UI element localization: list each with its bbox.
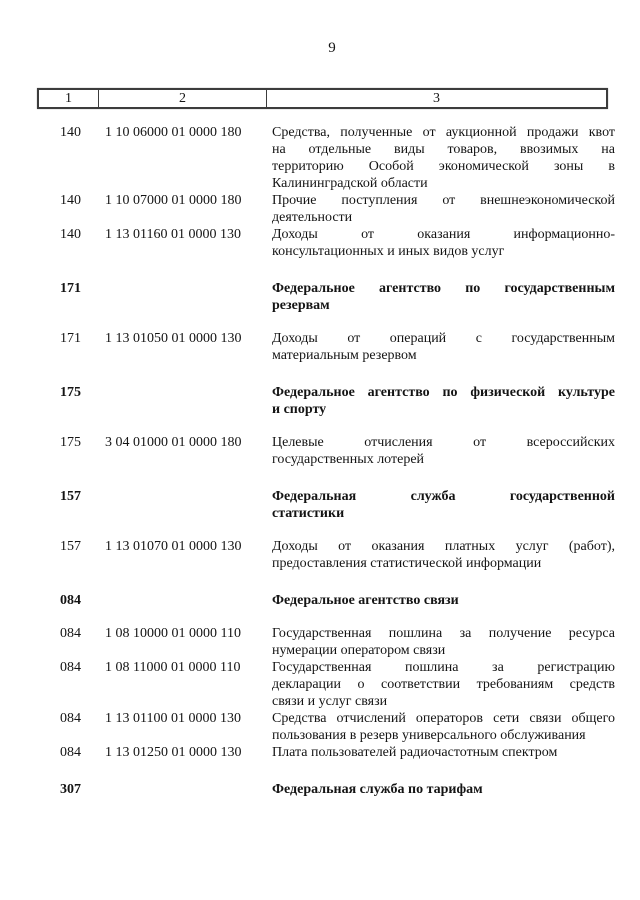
table-row <box>37 434 615 468</box>
row-description <box>272 434 615 468</box>
table-row <box>37 538 615 572</box>
description-line: Федеральная служба по тарифам <box>272 782 483 797</box>
description-line: территорию Особой экономической зоны в <box>272 159 615 174</box>
description-line: Федеральное агентство по физической культуре <box>272 385 615 400</box>
row-agency-code: 084 <box>60 593 81 608</box>
row-description <box>272 192 615 226</box>
row-agency-code: 084 <box>60 660 81 675</box>
table-row <box>37 192 615 226</box>
row-agency-code: 175 <box>60 385 81 400</box>
row-kbk-code: 1 10 06000 01 0000 180 <box>105 125 242 140</box>
row-kbk-code <box>105 384 272 418</box>
table-body <box>37 124 615 814</box>
row-agency-code: 175 <box>60 435 81 450</box>
description-line: связи и услуг связи <box>272 694 388 709</box>
section-header-row <box>37 384 615 418</box>
table-header-cell-1: 1 <box>39 90 99 107</box>
row-kbk-code: 1 10 07000 01 0000 180 <box>105 193 242 208</box>
row-kbk-code: 1 13 01050 01 0000 130 <box>105 331 242 346</box>
row-description <box>272 124 615 192</box>
description-line: пользования в резерв универсального обслуживания <box>272 728 586 743</box>
description-line: Целевые отчисления от всероссийских <box>272 435 615 450</box>
description-line: Федеральная служба государственной <box>272 489 615 504</box>
description-line: Государственная пошлина за регистрацию <box>272 660 615 675</box>
table-header <box>37 88 608 109</box>
row-description <box>272 744 615 761</box>
row-kbk-code: 1 13 01160 01 0000 130 <box>105 227 241 242</box>
row-agency-code: 140 <box>60 193 81 208</box>
row-description <box>272 226 615 260</box>
description-line: Средства отчислений операторов сети связи общего <box>272 711 615 726</box>
description-line: Федеральное агентство по государственным <box>272 281 615 296</box>
table-header-cell-2: 2 <box>99 90 267 107</box>
description-line: Государственная пошлина за получение ресурса <box>272 626 615 641</box>
row-description <box>272 781 615 798</box>
row-agency-code: 084 <box>60 626 81 641</box>
description-line: консультационных и иных видов услуг <box>272 244 505 259</box>
row-description <box>272 592 615 609</box>
page-number: 9 <box>328 40 336 56</box>
row-agency-code: 157 <box>60 489 81 504</box>
description-line: Средства, полученные от аукционной продажи квот <box>272 125 615 140</box>
row-description <box>272 384 615 418</box>
description-line: Доходы от оказания платных услуг (работ), <box>272 539 615 554</box>
table-row <box>37 330 615 364</box>
row-agency-code: 084 <box>60 711 81 726</box>
description-line: на отдельные виды товаров, ввозимых на <box>272 142 615 157</box>
row-kbk-code <box>105 781 272 798</box>
description-line: нумерации оператором связи <box>272 643 446 658</box>
description-line: Доходы от операций с государственным <box>272 331 615 346</box>
row-kbk-code: 3 04 01000 01 0000 180 <box>105 435 242 450</box>
row-description <box>272 710 615 744</box>
row-kbk-code: 1 08 10000 01 0000 110 <box>105 626 241 641</box>
table-row <box>37 625 615 659</box>
description-line: Калининградской области <box>272 176 428 191</box>
row-agency-code: 084 <box>60 745 81 760</box>
description-line: Доходы от оказания информационно- <box>272 227 615 242</box>
row-agency-code: 171 <box>60 331 81 346</box>
row-kbk-code: 1 08 11000 01 0000 110 <box>105 660 241 675</box>
description-line: предоставления статистической информации <box>272 556 542 571</box>
section-header-row <box>37 781 615 798</box>
description-line: Плата пользователей радиочастотным спектром <box>272 745 558 760</box>
row-kbk-code <box>105 592 272 609</box>
row-kbk-code: 1 13 01100 01 0000 130 <box>105 711 241 726</box>
row-kbk-code <box>105 280 272 314</box>
row-description <box>272 330 615 364</box>
table-row <box>37 124 615 192</box>
description-line: декларации о соответствии требованиям средств <box>272 677 615 692</box>
row-description <box>272 659 615 710</box>
row-agency-code: 157 <box>60 539 81 554</box>
row-kbk-code: 1 13 01250 01 0000 130 <box>105 745 242 760</box>
description-line: и спорту <box>272 402 327 417</box>
row-description <box>272 538 615 572</box>
row-agency-code: 140 <box>60 227 81 242</box>
section-header-row <box>37 280 615 314</box>
row-agency-code: 140 <box>60 125 81 140</box>
description-line: резервам <box>272 298 330 313</box>
table-header-cell-3: 3 <box>433 90 440 106</box>
table-row <box>37 744 615 761</box>
table-row <box>37 710 615 744</box>
row-agency-code: 307 <box>60 782 81 797</box>
row-description <box>272 488 615 522</box>
table-row <box>37 659 615 710</box>
description-line: материальным резервом <box>272 348 417 363</box>
description-line: статистики <box>272 506 345 521</box>
description-line: государственных лотерей <box>272 452 425 467</box>
description-line: деятельности <box>272 210 353 225</box>
description-line: Федеральное агентство связи <box>272 593 459 608</box>
row-kbk-code <box>105 488 272 522</box>
row-description <box>272 280 615 314</box>
row-kbk-code: 1 13 01070 01 0000 130 <box>105 539 242 554</box>
row-description <box>272 625 615 659</box>
row-agency-code: 171 <box>60 281 81 296</box>
section-header-row <box>37 592 615 609</box>
table-row <box>37 226 615 260</box>
description-line: Прочие поступления от внешнеэкономической <box>272 193 615 208</box>
section-header-row <box>37 488 615 522</box>
